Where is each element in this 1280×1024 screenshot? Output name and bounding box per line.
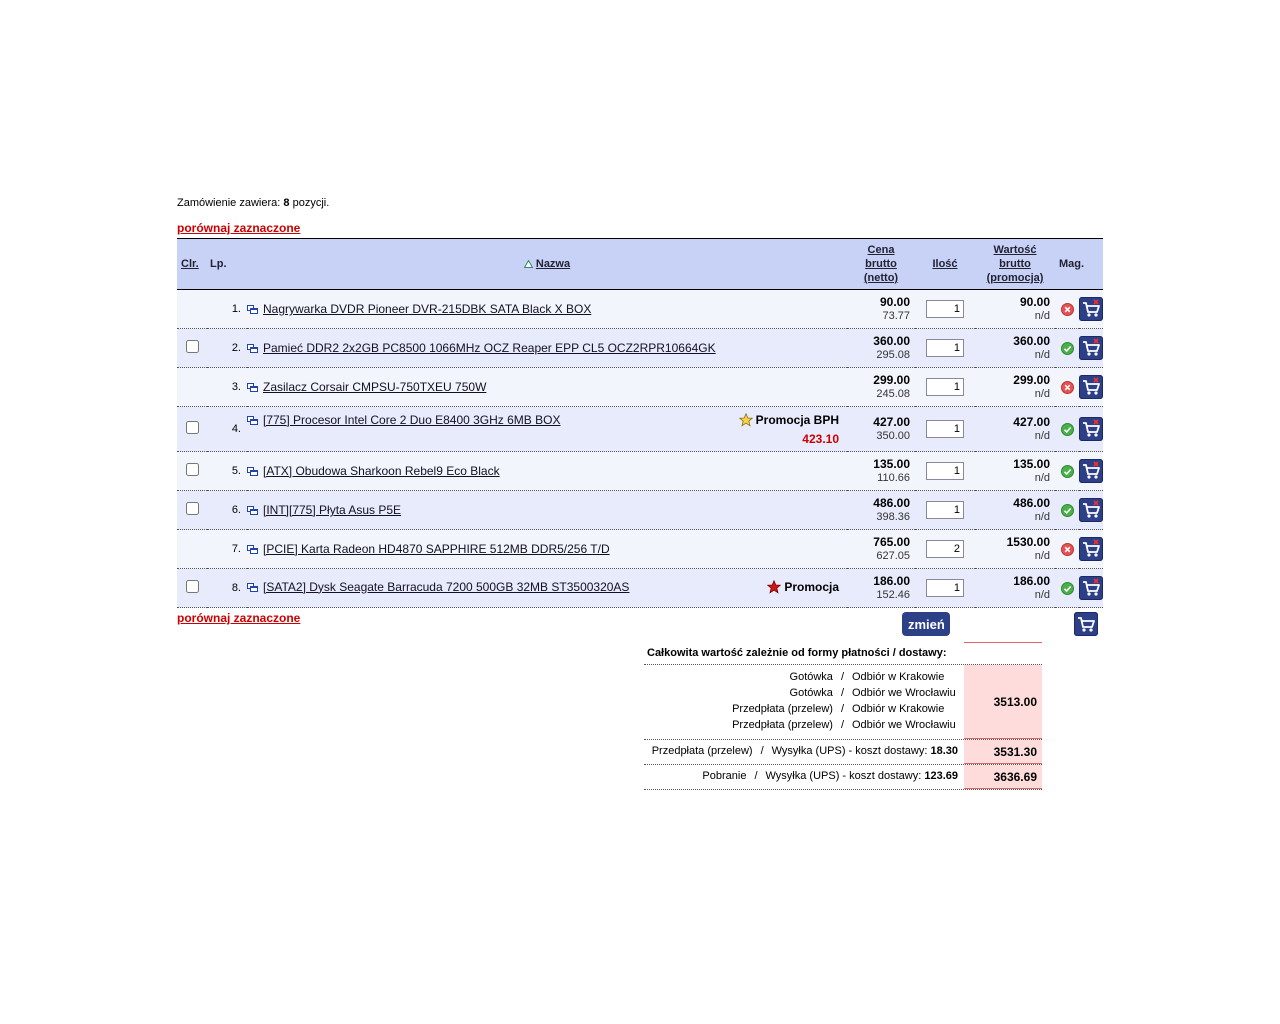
cart-cell xyxy=(1079,329,1103,368)
totals-group-pickup xyxy=(644,665,1042,740)
cart-icon xyxy=(1079,537,1103,561)
price-cell xyxy=(847,491,915,530)
quantity-input[interactable] xyxy=(926,420,964,438)
compare-selected-link-bottom[interactable]: porównaj zaznaczone xyxy=(177,611,301,625)
price-net: 398.36 xyxy=(876,511,910,523)
name-cell xyxy=(247,368,847,407)
stock-cell xyxy=(1055,530,1079,569)
summary-count: 8 xyxy=(283,197,290,209)
quantity-input[interactable] xyxy=(926,540,964,558)
cart-cell xyxy=(1079,368,1103,407)
pickup-option-line xyxy=(732,719,958,731)
name-cell xyxy=(247,329,847,368)
totals-ups-cod xyxy=(644,765,1042,790)
value-header-l3: (promocja) xyxy=(986,272,1044,284)
price-net: 73.77 xyxy=(882,310,910,322)
sep: / xyxy=(840,671,844,683)
price-net: 627.05 xyxy=(876,550,910,562)
value-header-l2: brutto xyxy=(999,258,1031,270)
product-window-icon xyxy=(247,305,258,314)
in-stock-icon xyxy=(1061,423,1074,436)
promo-label xyxy=(767,580,839,597)
price-gross: 186.00 xyxy=(873,574,910,588)
value-promo: n/d xyxy=(1034,472,1050,484)
value-gross: 1530.00 xyxy=(1006,535,1050,549)
total-ups-prepaid-value: 3531.30 xyxy=(964,740,1042,764)
totals-heading-text: Całkowita wartość zależnie od formy płatności / dostawy: xyxy=(647,647,947,659)
value-promo: n/d xyxy=(1034,430,1050,442)
price-net: 152.46 xyxy=(876,589,910,601)
qty-cell xyxy=(915,329,975,368)
value-cell xyxy=(975,368,1055,407)
out-of-stock-icon xyxy=(1061,303,1074,316)
payment-method: Przedpłata (przelew) xyxy=(732,703,833,715)
sep: / xyxy=(840,687,844,699)
qty-cell xyxy=(915,290,975,329)
promo-text: Promocja xyxy=(784,579,839,594)
cart-cell xyxy=(1079,452,1103,491)
product-link[interactable]: Nagrywarka DVDR Pioneer DVR-215DBK SATA Black X BOX xyxy=(263,302,592,316)
price-header-l1: Cena xyxy=(867,244,895,256)
price-gross: 90.00 xyxy=(879,295,910,309)
price-gross: 135.00 xyxy=(873,457,910,471)
value-gross: 360.00 xyxy=(1013,334,1050,348)
table-row xyxy=(177,290,1103,329)
value-cell xyxy=(975,407,1055,452)
remove-from-cart-button[interactable] xyxy=(1079,297,1103,321)
name-sort-link[interactable]: Nazwa xyxy=(535,258,571,270)
price-cell xyxy=(847,530,915,569)
compare-cell xyxy=(177,368,207,407)
quantity-input[interactable] xyxy=(926,462,964,480)
payment-method: Gotówka xyxy=(789,687,833,699)
quantity-input[interactable] xyxy=(926,300,964,318)
compare-checkbox[interactable] xyxy=(186,421,199,434)
name-cell xyxy=(247,569,847,608)
row-number: 1. xyxy=(207,290,247,329)
stock-cell xyxy=(1055,491,1079,530)
stock-cell xyxy=(1055,368,1079,407)
pickup-option-line xyxy=(790,671,958,683)
ups-prepaid-cost: 18.30 xyxy=(930,745,958,757)
in-stock-icon xyxy=(1061,504,1074,517)
product-link[interactable]: [ATX] Obudowa Sharkoon Rebel9 Eco Black xyxy=(263,464,500,478)
payment-method: Przedpłata (przelew) xyxy=(732,719,833,731)
product-window-icon xyxy=(247,583,258,592)
cart-cell xyxy=(1079,290,1103,329)
product-link[interactable]: [775] Procesor Intel Core 2 Duo E8400 3GHz 6MB BOX xyxy=(263,413,561,427)
table-row xyxy=(177,368,1103,407)
table-header xyxy=(177,239,1103,290)
row-number: 5. xyxy=(207,452,247,491)
product-link[interactable]: [PCIE] Karta Radeon HD4870 SAPPHIRE 512MB DDR5/256 T/D xyxy=(263,542,610,556)
remove-from-cart-button[interactable] xyxy=(1079,417,1103,441)
cart-icon xyxy=(1079,459,1103,483)
compare-sort-link[interactable]: Clr. xyxy=(181,258,199,270)
payment-method: Gotówka xyxy=(789,671,833,683)
compare-selected-link-top[interactable]: porównaj zaznaczone xyxy=(177,221,301,235)
summary-prefix: Zamówienie zawiera: xyxy=(177,197,281,209)
name-cell xyxy=(247,452,847,491)
remove-from-cart-button[interactable] xyxy=(1079,498,1103,522)
order-summary xyxy=(177,196,1103,210)
ups-cod-line xyxy=(702,770,958,782)
quantity-input[interactable] xyxy=(926,378,964,396)
price-net: 295.08 xyxy=(876,349,910,361)
price-gross: 486.00 xyxy=(873,496,910,510)
price-cell xyxy=(847,290,915,329)
out-of-stock-icon xyxy=(1061,543,1074,556)
in-stock-icon xyxy=(1061,582,1074,595)
cart-panel xyxy=(177,196,1103,638)
star-icon xyxy=(739,413,753,427)
row-number: 8. xyxy=(207,569,247,608)
price-sort-link[interactable] xyxy=(864,244,898,284)
value-gross: 486.00 xyxy=(1013,496,1050,510)
value-cell xyxy=(975,569,1055,608)
cart-cell xyxy=(1079,569,1103,608)
compare-cell xyxy=(177,491,207,530)
price-gross: 360.00 xyxy=(873,334,910,348)
remove-from-cart-button[interactable] xyxy=(1079,537,1103,561)
table-row xyxy=(177,329,1103,368)
cart-icon xyxy=(1079,375,1103,399)
price-cell xyxy=(847,368,915,407)
price-cell xyxy=(847,329,915,368)
value-gross: 186.00 xyxy=(1013,574,1050,588)
value-promo: n/d xyxy=(1034,388,1050,400)
qty-cell xyxy=(915,407,975,452)
out-of-stock-icon xyxy=(1061,381,1074,394)
summary-suffix: pozycji. xyxy=(292,197,330,209)
sep: / xyxy=(754,770,758,782)
value-promo: n/d xyxy=(1034,310,1050,322)
col-name[interactable] xyxy=(247,239,847,290)
table-row xyxy=(177,530,1103,569)
sort-up-icon xyxy=(524,260,533,268)
ups-cod-cost: 123.69 xyxy=(924,770,958,782)
table-row xyxy=(177,569,1103,608)
qty-cell xyxy=(915,530,975,569)
value-header-l1: Wartość xyxy=(993,244,1037,256)
pickup-option-line xyxy=(790,687,958,699)
cart-icon-button[interactable] xyxy=(1074,612,1098,636)
cart-icon xyxy=(1079,576,1103,600)
stock-cell xyxy=(1055,290,1079,329)
cart-icon xyxy=(1079,417,1103,441)
sep: / xyxy=(840,703,844,715)
name-cell xyxy=(247,407,847,452)
quantity-input[interactable] xyxy=(926,339,964,357)
compare-checkbox[interactable] xyxy=(186,580,199,593)
compare-cell xyxy=(177,530,207,569)
promo-text: Promocja BPH xyxy=(755,413,839,427)
compare-cell xyxy=(177,407,207,452)
remove-from-cart-button[interactable] xyxy=(1079,459,1103,483)
totals-ups-prepaid xyxy=(644,740,1042,765)
col-price[interactable] xyxy=(847,239,915,290)
compare-cell xyxy=(177,290,207,329)
value-promo: n/d xyxy=(1034,511,1050,523)
remove-from-cart-button[interactable] xyxy=(1079,336,1103,360)
cart-cell xyxy=(1079,407,1103,452)
product-link[interactable]: Pamieć DDR2 2x2GB PC8500 1066MHz OCZ Reaper EPP CL5 OCZ2RPR10664GK xyxy=(263,341,716,355)
cart-cell xyxy=(1079,530,1103,569)
price-cell xyxy=(847,407,915,452)
product-window-icon xyxy=(247,545,258,554)
delivery-method: Odbiór we Wrocławiu xyxy=(852,687,956,699)
qty-sort-link[interactable]: Ilość xyxy=(932,258,958,270)
quantity-input[interactable] xyxy=(926,501,964,519)
name-cell xyxy=(247,290,847,329)
ups-prepaid-line xyxy=(652,745,958,757)
totals-heading-box xyxy=(964,642,1042,664)
stock-cell xyxy=(1055,452,1079,491)
table-footer xyxy=(177,608,1103,638)
totals-heading xyxy=(644,642,1042,665)
value-promo: n/d xyxy=(1034,349,1050,361)
pickup-option-line xyxy=(732,703,958,715)
row-number: 3. xyxy=(207,368,247,407)
sep: / xyxy=(760,745,764,757)
ups-prepaid-pay: Przedpłata (przelew) xyxy=(651,745,753,757)
total-ups-cod-value: 3636.69 xyxy=(964,765,1042,789)
value-cell xyxy=(975,290,1055,329)
col-mag: Mag. xyxy=(1055,239,1103,290)
stock-cell xyxy=(1055,569,1079,608)
totals-panel xyxy=(644,642,1042,790)
compare-cell xyxy=(177,452,207,491)
qty-cell xyxy=(915,368,975,407)
price-gross: 299.00 xyxy=(873,373,910,387)
col-lp: Lp. xyxy=(207,239,247,290)
compare-checkbox[interactable] xyxy=(186,463,199,476)
cart-icon xyxy=(1079,336,1103,360)
value-cell xyxy=(975,530,1055,569)
in-stock-icon xyxy=(1061,465,1074,478)
price-gross: 765.00 xyxy=(873,535,910,549)
update-button[interactable]: zmień xyxy=(902,612,950,636)
cart-cell xyxy=(1079,491,1103,530)
cart-icon xyxy=(1079,498,1103,522)
cart-table xyxy=(177,238,1103,608)
compare-checkbox[interactable] xyxy=(186,502,199,515)
delivery-method: Odbiór w Krakowie xyxy=(852,671,945,683)
table-row xyxy=(177,491,1103,530)
cart-icon xyxy=(1079,297,1103,321)
price-net: 110.66 xyxy=(877,472,910,484)
product-link[interactable]: [INT][775] Płyta Asus P5E xyxy=(263,503,402,517)
in-stock-icon xyxy=(1061,342,1074,355)
price-gross: 427.00 xyxy=(873,415,910,429)
product-window-icon xyxy=(247,416,258,425)
value-cell xyxy=(975,452,1055,491)
product-window-icon xyxy=(247,467,258,476)
remove-from-cart-button[interactable] xyxy=(1079,375,1103,399)
value-gross: 90.00 xyxy=(1019,295,1050,309)
product-window-icon xyxy=(247,506,258,515)
compare-cell xyxy=(177,329,207,368)
delivery-method: Odbiór w Krakowie xyxy=(852,703,945,715)
product-window-icon xyxy=(247,344,258,353)
ups-prepaid-delivery: Wysyłka (UPS) - koszt dostawy: xyxy=(771,745,928,757)
ups-cod-delivery: Wysyłka (UPS) - koszt dostawy: xyxy=(765,770,922,782)
stock-cell xyxy=(1055,329,1079,368)
compare-cell xyxy=(177,569,207,608)
delivery-method: Odbiór we Wrocławiu xyxy=(852,719,956,731)
name-cell xyxy=(247,491,847,530)
star-icon xyxy=(767,580,781,594)
quantity-input[interactable] xyxy=(926,579,964,597)
row-number: 7. xyxy=(207,530,247,569)
value-cell xyxy=(975,491,1055,530)
value-gross: 427.00 xyxy=(1013,415,1050,429)
value-promo: n/d xyxy=(1034,550,1050,562)
value-sort-link[interactable] xyxy=(987,244,1044,284)
promo-label xyxy=(739,413,839,446)
price-cell xyxy=(847,569,915,608)
total-pickup-value: 3513.00 xyxy=(964,665,1042,739)
ups-cod-pay: Pobranie xyxy=(702,770,747,782)
col-qty[interactable] xyxy=(915,239,975,290)
qty-cell xyxy=(915,569,975,608)
product-link[interactable]: Zasilacz Corsair CMPSU-750TXEU 750W xyxy=(263,380,487,394)
compare-checkbox[interactable] xyxy=(186,340,199,353)
price-cell xyxy=(847,452,915,491)
table-row xyxy=(177,452,1103,491)
product-link[interactable]: [SATA2] Dysk Seagate Barracuda 7200 500GB 32MB ST3500320AS xyxy=(263,579,630,594)
value-promo: n/d xyxy=(1034,589,1050,601)
value-cell xyxy=(975,329,1055,368)
name-cell xyxy=(247,530,847,569)
price-net: 350.00 xyxy=(876,430,910,442)
price-header-l2: brutto xyxy=(865,258,897,270)
col-value[interactable] xyxy=(975,239,1055,290)
row-number: 6. xyxy=(207,491,247,530)
table-row xyxy=(177,407,1103,452)
sep: / xyxy=(840,719,844,731)
value-gross: 135.00 xyxy=(1013,457,1050,471)
price-header-l3: (netto) xyxy=(863,272,899,284)
value-gross: 299.00 xyxy=(1013,373,1050,387)
cart-icon xyxy=(1074,612,1098,636)
stock-cell xyxy=(1055,407,1079,452)
price-net: 245.08 xyxy=(876,388,910,400)
remove-from-cart-button[interactable] xyxy=(1079,576,1103,600)
qty-cell xyxy=(915,452,975,491)
row-number: 2. xyxy=(207,329,247,368)
col-compare[interactable] xyxy=(177,239,207,290)
qty-cell xyxy=(915,491,975,530)
promo-price: 423.10 xyxy=(802,432,839,446)
product-window-icon xyxy=(247,383,258,392)
row-number: 4. xyxy=(207,407,247,452)
